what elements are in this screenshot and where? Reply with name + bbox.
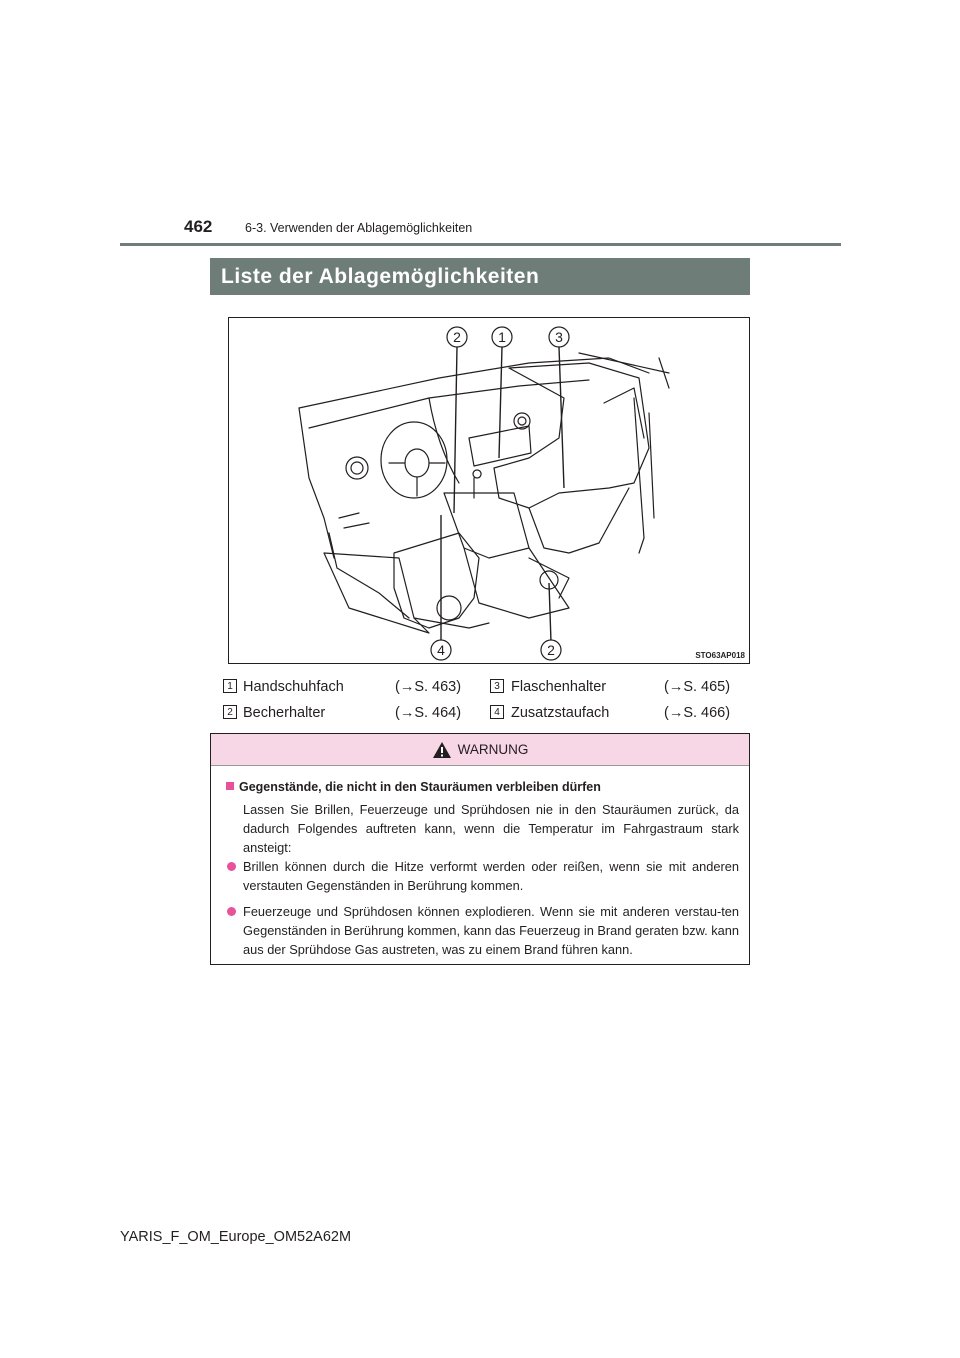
legend-page-ref: (→S. 463) [395,679,462,695]
legend-page-ref: (→S. 464) [395,705,462,721]
svg-text:1: 1 [498,329,506,345]
figure-code: STO63AP018 [695,651,745,660]
warning-header [211,734,749,766]
legend-item [223,705,473,723]
callout-2-top [447,327,467,347]
warning-title-text: Gegenstände, die nicht in den Stauräumen verbleiben dürfen [239,780,601,794]
svg-text:2: 2 [547,642,555,658]
legend-item [490,679,740,697]
legend-number: 2 [223,705,237,719]
svg-text:2: 2 [453,329,461,345]
warning-title [226,780,601,794]
document-footer: YARIS_F_OM_Europe_OM52A62M [120,1229,352,1245]
legend-page-ref: (→S. 466) [664,705,731,721]
page-heading: Liste der Ablagemöglichkeiten [210,258,750,295]
page-number: 462 [184,217,213,236]
svg-text:4: 4 [437,642,445,658]
warning-bullet: Brillen können durch die Hitze verformt werden oder reißen, wenn sie mit anderen verstauten Gegenständen in Berührung kommen. [243,859,739,893]
section-title: 6-3. Verwenden der Ablagemöglichkeiten [245,221,473,235]
warning-bullet: Feuerzeuge und Sprühdosen können explodieren. Wenn sie mit anderen verstau-ten Gegenständen in Berührung kommen, kann das Feuerzeug in Brand geraten bzw. kann aus der Sprühdose Gas austreten, was zu einem Brand führen kann. [243,904,739,957]
legend-page-ref: (→S. 465) [664,679,731,695]
legend-label: Flaschenhalter [511,679,607,695]
interior-illustration [228,317,750,664]
svg-text:3: 3 [555,329,563,345]
callout-3-top [549,327,569,347]
header-rule [120,243,841,246]
legend-item [223,679,473,697]
callout-4-bottom [431,640,451,660]
legend-label: Zusatzstaufach [511,705,610,721]
callout-1-top [492,327,512,347]
legend-label: Handschuhfach [243,679,344,695]
bullet-icon [227,902,243,916]
legend-number: 4 [490,705,504,719]
legend-number: 1 [223,679,237,693]
square-bullet-icon [226,782,234,790]
warning-label: WARNUNG [457,742,529,757]
callout-2-bottom [541,640,561,660]
bullet-icon [227,857,243,871]
warning-triangle-icon [432,741,452,759]
warning-intro: Lassen Sie Brillen, Feuerzeuge und Sprühdosen nie in den Stauräumen zurück, da dadurch Folgendes auftreten kann, wenn die Temperatur im Fahrgastraum stark ansteigt: [243,802,739,855]
car-interior-drawing [229,318,750,664]
legend-item [490,705,740,723]
legend-number: 3 [490,679,504,693]
legend-label: Becherhalter [243,705,326,721]
warning-box [210,733,750,965]
